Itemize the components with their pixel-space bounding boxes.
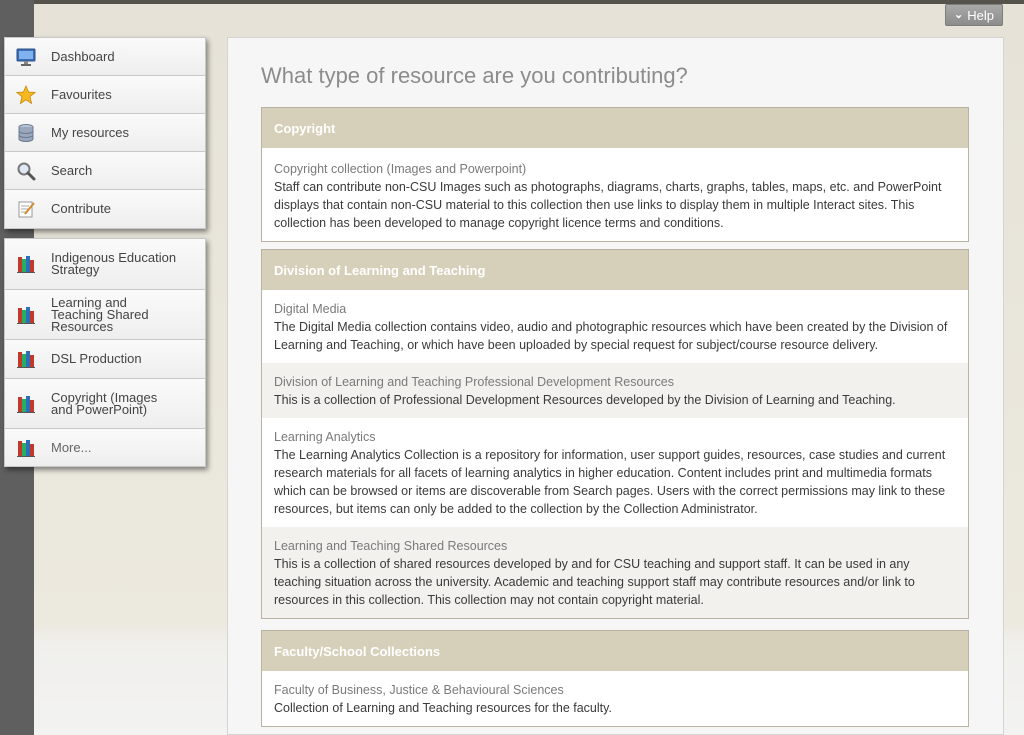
section-header: Copyright	[262, 108, 968, 148]
collection-title[interactable]: Learning and Teaching Shared Resources	[274, 539, 508, 553]
books-icon	[15, 304, 37, 326]
section-header: Division of Learning and Teaching	[262, 250, 968, 290]
star-icon	[15, 84, 37, 106]
books-icon	[15, 437, 37, 459]
sidebar-item-label: Contribute	[51, 201, 111, 216]
books-icon	[15, 393, 37, 415]
collection-title[interactable]: Division of Learning and Teaching Professional Development Resources	[274, 375, 674, 389]
sidebar-main-menu	[4, 37, 206, 229]
books-icon	[15, 253, 37, 275]
collection-title[interactable]: Copyright collection (Images and Powerpoint)	[274, 162, 527, 176]
sidebar-item-my-resources[interactable]	[5, 114, 205, 152]
sidebar-item-learning-teaching-shared[interactable]	[5, 290, 205, 340]
collection-description: This is a collection of Professional Development Resources developed by the Division of Learning and Teaching.	[274, 393, 896, 407]
sidebar-item-label: Favourites	[51, 86, 112, 102]
collection-title[interactable]: Faculty of Business, Justice & Behavioural Sciences	[274, 683, 564, 697]
magnifier-icon	[15, 160, 37, 182]
collection-title[interactable]: Digital Media	[274, 302, 347, 316]
help-button[interactable]	[945, 4, 1003, 26]
collection-entry[interactable]	[262, 418, 968, 527]
collection-description: This is a collection of shared resources developed by and for CSU teaching and support staff. It can be used in any teaching situation across the university. Academic and teaching support staff may contribute resources and/or link to resources in this collection. This collection may not contain copyright material.	[274, 557, 915, 607]
collection-entry[interactable]	[262, 527, 968, 618]
collection-entry[interactable]	[262, 671, 968, 726]
database-icon	[15, 122, 37, 144]
sidebar-item-label: DSL Production	[51, 351, 142, 366]
page-title: What type of resource are you contributing?	[261, 63, 688, 88]
collection-description: The Digital Media collection contains video, audio and photographic resources which have been created by the Division of Learning and Teaching, or which have been uploaded by special request for subject/course resource delivery.	[274, 320, 948, 352]
collection-entry[interactable]	[262, 290, 968, 363]
sidebar-item-label: Indigenous Education Strategy	[51, 250, 177, 277]
collection-description: Collection of Learning and Teaching resources for the faculty.	[274, 701, 612, 715]
sidebar-item-label: Dashboard	[51, 48, 115, 64]
collection-entry[interactable]	[262, 363, 968, 418]
sidebar-item-contribute[interactable]	[5, 190, 205, 228]
monitor-icon	[15, 46, 37, 68]
sidebar-item-copyright[interactable]	[5, 379, 205, 429]
section-copyright	[261, 107, 969, 242]
sidebar-item-dashboard[interactable]	[5, 38, 205, 76]
sidebar-item-label: More...	[51, 439, 92, 455]
section-faculty-school	[261, 630, 969, 727]
sidebar-item-search[interactable]	[5, 152, 205, 190]
sidebar-item-more[interactable]	[5, 429, 205, 466]
sidebar-item-label: Search	[51, 162, 93, 178]
sidebar-collections-menu	[4, 238, 206, 467]
sidebar-item-indigenous-education[interactable]	[5, 239, 205, 290]
help-label: Help	[967, 7, 994, 23]
section-header: Faculty/School Collections	[262, 631, 968, 671]
collection-title[interactable]: Learning Analytics	[274, 430, 376, 444]
sidebar-item-label: Learning and Teaching Shared Resources	[51, 294, 149, 334]
sidebar-item-label: Copyright (Images and PowerPoint)	[51, 389, 158, 417]
notepad-icon	[15, 198, 37, 220]
sidebar-item-dsl-production[interactable]	[5, 340, 205, 379]
collection-description: Staff can contribute non-CSU Images such as photographs, diagrams, charts, graphs, tables, maps, etc. and PowerPoint displays that contain non-CSU material to this collection then use links to display them in multiple Interact sites. This collection has been developed to manage copyright licence terms and conditions.	[274, 180, 942, 230]
collection-entry[interactable]	[262, 148, 968, 241]
section-division-learning-teaching	[261, 249, 969, 619]
sidebar-item-label: My resources	[51, 124, 130, 140]
collection-description: The Learning Analytics Collection is a repository for information, user support guides, resources, case studies and current research materials for all facets of learning analytics in higher education. Content includes print and multimedia formats which can be browsed or items are discoverable from Search pages. Users with the correct permissions may link to these resources, but items can only be added to the collection by the Collection Administrator.	[274, 448, 946, 516]
chevron-down-icon: ⌄	[954, 8, 964, 21]
sidebar-item-favourites[interactable]	[5, 76, 205, 114]
books-icon	[15, 348, 37, 370]
